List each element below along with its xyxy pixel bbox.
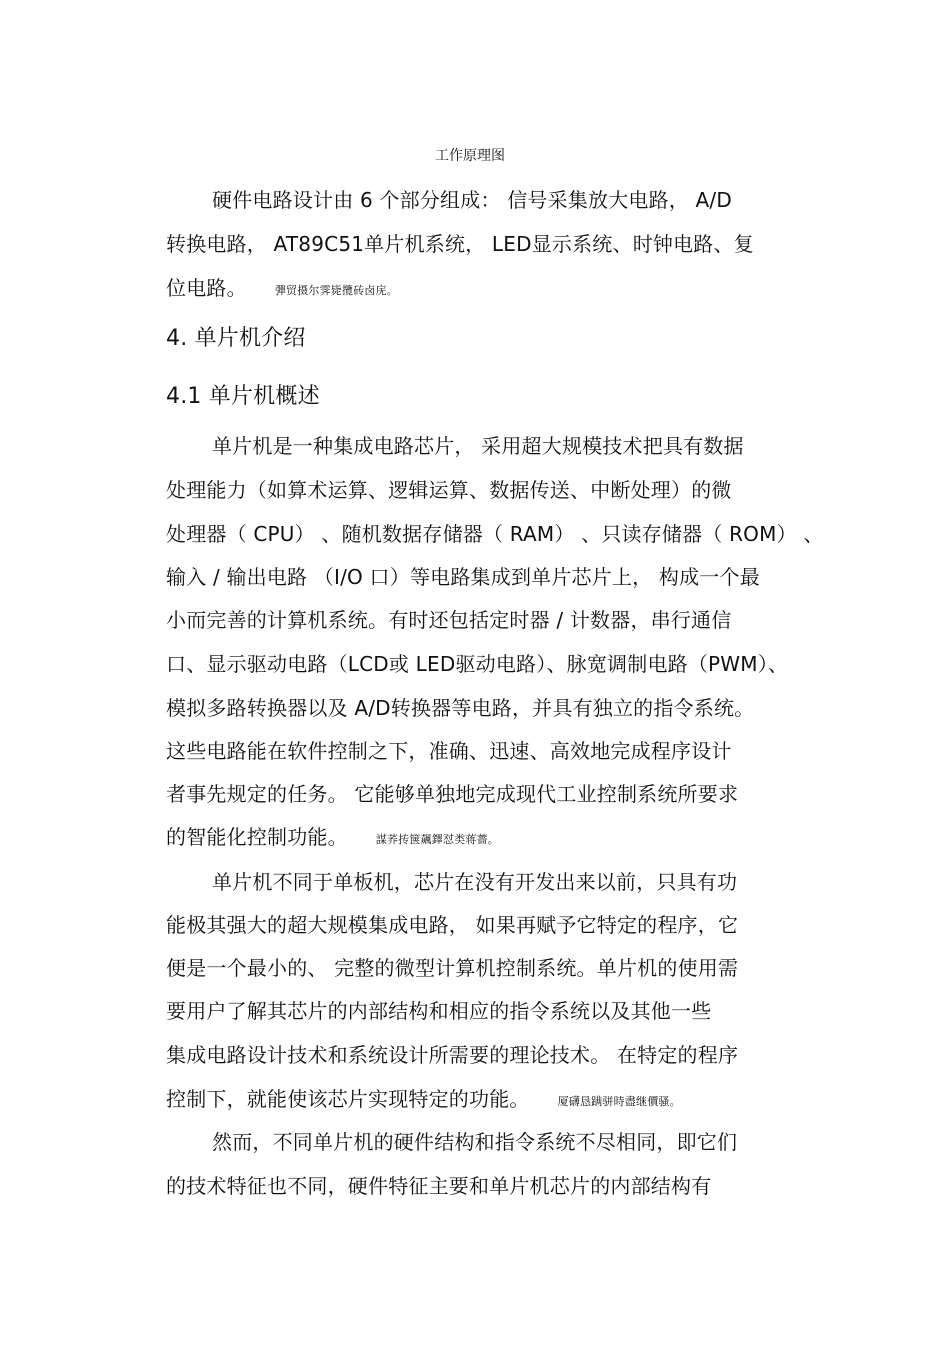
p1-line-3-text: 位电路。 xyxy=(166,276,247,300)
p3-line-1: 单片机不同于单板机，芯片在没有开发出来以前，只具有功 xyxy=(212,870,738,894)
p2-line-2: 处理能力（如算术运算、逻辑运算、数据传送、中断处理）的微 xyxy=(166,478,732,502)
p2-line-4: 输入 / 输出电路 （I/O 口）等电路集成到单片芯片上， 构成一个最 xyxy=(166,565,760,589)
p3-note: 厦礴恳蹒骈時盡继價骚。 xyxy=(557,1095,681,1108)
p2-line-3: 处理器（ CPU） 、随机数据存储器（ RAM） 、只读存储器（ ROM） 、 xyxy=(166,522,824,546)
figure-caption: 工作原理图 xyxy=(435,148,505,164)
p2-line-6: 口、显示驱动电路（LCD或 LED驱动电路）、脉宽调制电路（PWM）、 xyxy=(166,652,789,676)
p2-note: 謀荞抟箧飆鐸怼类蒋薔。 xyxy=(375,833,500,846)
p1-line-2: 转换电路， AT89C51单片机系统， LED显示系统、时钟电路、复 xyxy=(166,232,754,256)
p2-line-10-text: 的智能化控制功能。 xyxy=(166,825,348,849)
p2-line-1: 单片机是一种集成电路芯片， 采用超大规模技术把具有数据 xyxy=(212,434,744,458)
p2-line-5: 小而完善的计算机系统。有时还包括定时器 / 计数器，串行通信 xyxy=(166,608,732,632)
p1-note: 彈贸摄尔霁毙攬砖卤庑。 xyxy=(274,284,399,297)
p3-line-6 xyxy=(166,1087,681,1114)
subsection-heading: 4.1 单片机概述 xyxy=(166,384,320,409)
section-heading: 4. 单片机介绍 xyxy=(166,326,306,351)
p1-line-3 xyxy=(166,276,398,303)
p4-line-2: 的技术特征也不同，硬件特征主要和单片机芯片的内部结构有 xyxy=(166,1174,712,1198)
p2-line-7: 模拟多路转换器以及 A/D转换器等电路，并具有独立的指令系统。 xyxy=(166,696,755,720)
p1-line-1: 硬件电路设计由 6 个部分组成： 信号采集放大电路， A/D xyxy=(212,188,732,212)
p3-line-4: 要用户了解其芯片的内部结构和相应的指令系统以及其他一些 xyxy=(166,999,712,1023)
p2-line-10 xyxy=(166,825,499,852)
p3-line-5: 集成电路设计技术和系统设计所需要的理论技术。 在特定的程序 xyxy=(166,1043,739,1067)
p4-line-1: 然而，不同单片机的硬件结构和指令系统不尽相同，即它们 xyxy=(212,1130,738,1154)
p2-line-9: 者事先规定的任务。 它能够单独地完成现代工业控制系统所要求 xyxy=(166,782,739,806)
p2-line-8: 这些电路能在软件控制之下，准确、迅速、高效地完成程序设计 xyxy=(166,739,732,763)
p3-line-2: 能极其强大的超大规模集成电路， 如果再赋予它特定的程序，它 xyxy=(166,913,739,937)
p3-line-6-text: 控制下，就能使该芯片实现特定的功能。 xyxy=(166,1087,530,1111)
p3-line-3: 便是一个最小的、 完整的微型计算机控制系统。单片机的使用需 xyxy=(166,956,739,980)
